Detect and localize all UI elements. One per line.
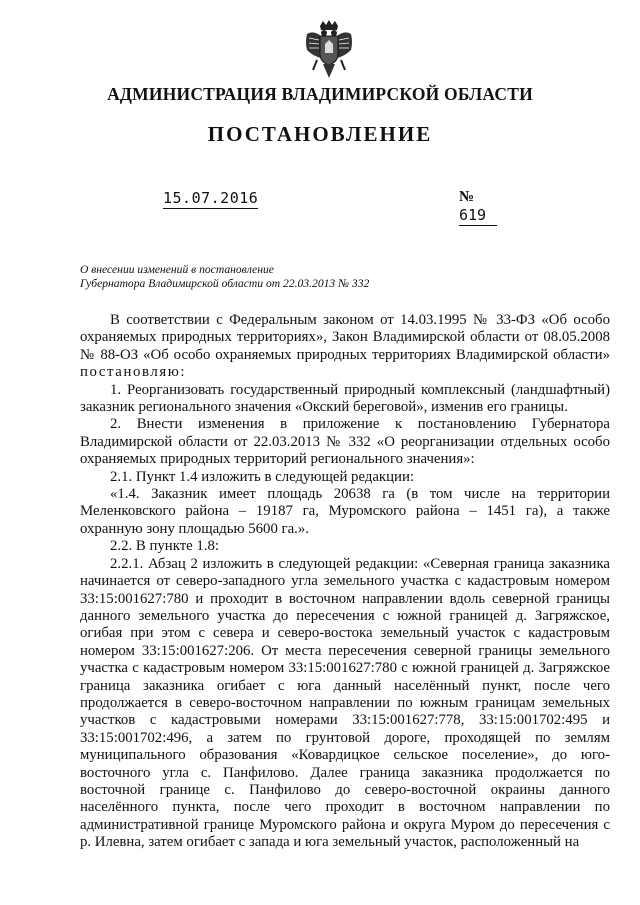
paragraph-2-1: 2.1. Пункт 1.4 изложить в следующей редакции: (110, 468, 414, 485)
document-body (80, 312, 610, 852)
document-date: 15.07.2016 (163, 189, 259, 207)
subject-line-2: Губернатора Владимирской области от 22.03.2013 № 332 (80, 276, 370, 290)
paragraph-1: 1. Реорганизовать государственный природный комплексный (ландшафтный) заказник регионального значения «Окский береговой», изменив его границы. (80, 381, 610, 416)
paragraph-2-1-quote: «1.4. Заказник имеет площадь 20638 га (в том числе на территории Меленковского района – 19187 га, Муромского района – 1451 га), а также охранную зону площадью 5600 га.». (80, 486, 610, 537)
intro-action: постановляю: (80, 364, 187, 381)
intro-text: В соответствии с Федеральным законом от 14.03.1995 № 33-ФЗ «Об особо охраняемых природных территориях», Закон Владимирской области от 08.05.2008 № 88-ОЗ «Об особо охраняемых природных территориях Владимирской области» (80, 312, 610, 363)
coat-of-arms-icon (303, 20, 355, 82)
organization-name: АДМИНИСТРАЦИЯ ВЛАДИМИРСКОЙ ОБЛАСТИ (107, 84, 533, 104)
document-number-field (459, 189, 515, 226)
document-subject (80, 263, 500, 290)
document-type: ПОСТАНОВЛЕНИЕ (207, 122, 433, 146)
paragraph-2-2: 2.2. В пункте 1.8: (110, 538, 220, 555)
subject-line-1: О внесении изменений в постановление (80, 263, 274, 276)
number-sign: № (459, 189, 475, 205)
coat-of-arms-graphic (303, 20, 355, 82)
paragraph-2: 2. Внести изменения в приложение к постановлению Губернатора Владимирской области от 22.03.2013 № 332 «О реорганизации отдельных особо охраняемых природных территорий регионального значения»: (80, 416, 610, 468)
intro-paragraph (80, 312, 610, 382)
paragraph-2-2-1: 2.2.1. Абзац 2 изложить в следующей редакции: «Северная граница заказника начинается от северо-западного угла земельного участка с кадастровым номером 33:15:001627:780 и проходит в восточном направлении вдоль северной границы данного земельного участка до пересечения с южной границей д. Загряжское, огибая при этом с севера и северо-востока земельный участок с кадастровым номером 33:15:001627:206. От места пересечения северной границы земельного участка с кадастровым номером 33:15:001627:780 с южной границей д. Загряжское граница заказника огибает с юга данный населённый пункт, после чего продолжается в северо-восточном направлении по южным границам земельных участков с кадастровыми номерами 33:15:001627:778, 33:15:001702:495 и 33:15:001702:496, а затем по грунтовой дороге, проходящей по землям муниципального образования «Ковардицкое сельское поселение», до юго-восточного угла с. Панфилово. Далее граница заказника продолжается по восточной границе с. Панфилово до северо-восточной окраины данного населённого пункта, после чего проходит в восточном направлении по административной границе Муромского района и округа Муром до пересечения с р. Илевна, затем огибает с запада и юга земельный участок, расположенный на (80, 555, 610, 851)
document-number: 619 (459, 206, 497, 226)
